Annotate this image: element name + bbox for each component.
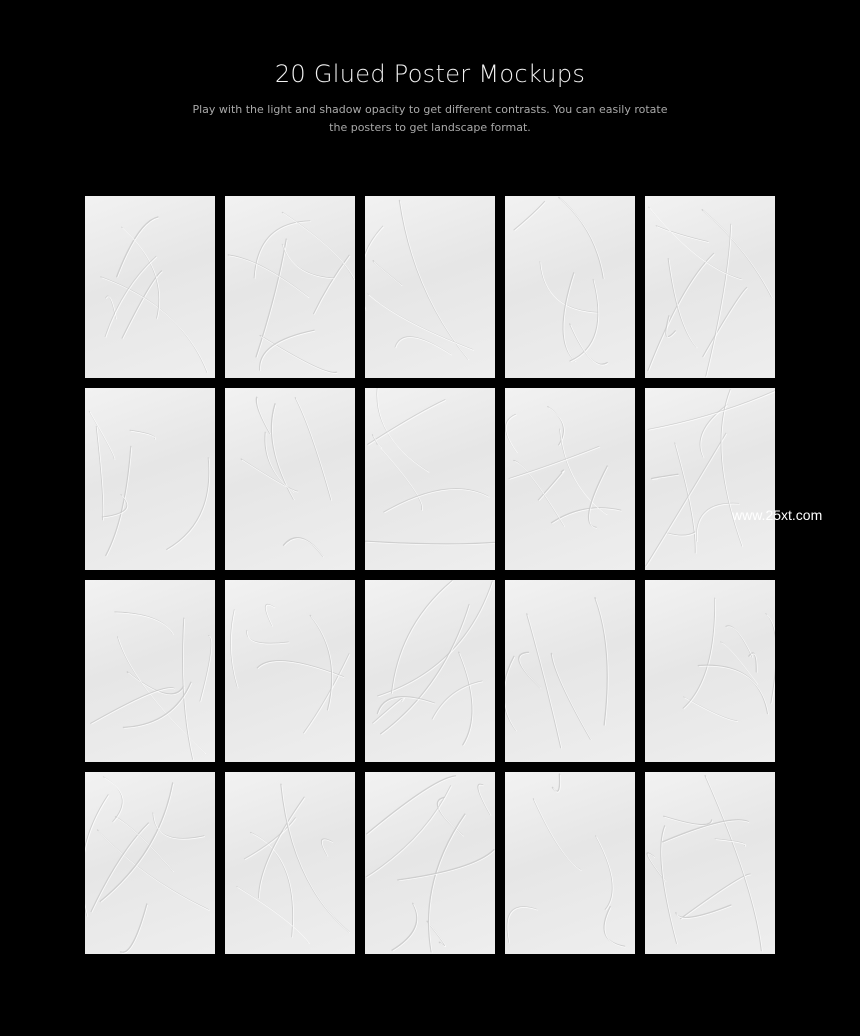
- wrinkle-texture: [505, 772, 635, 954]
- poster-13: [365, 580, 495, 762]
- wrinkle-texture: [225, 196, 355, 378]
- wrinkle-texture: [365, 772, 495, 954]
- poster-16: [85, 772, 215, 954]
- poster-11: [85, 580, 215, 762]
- poster-5: [645, 196, 775, 378]
- poster-10: [645, 388, 775, 570]
- poster-9: [505, 388, 635, 570]
- wrinkle-texture: [85, 772, 215, 954]
- poster-6: [85, 388, 215, 570]
- wrinkle-texture: [645, 580, 775, 762]
- page-title: 20 Glued Poster Mockups: [274, 60, 586, 88]
- wrinkle-texture: [365, 196, 495, 378]
- poster-8: [365, 388, 495, 570]
- poster-14: [505, 580, 635, 762]
- wrinkle-texture: [645, 772, 775, 954]
- wrinkle-texture: [85, 196, 215, 378]
- poster-grid: [85, 196, 775, 954]
- wrinkle-texture: [225, 388, 355, 570]
- wrinkle-texture: [85, 580, 215, 762]
- wrinkle-texture: [645, 196, 775, 378]
- wrinkle-texture: [645, 388, 775, 570]
- wrinkle-texture: [505, 196, 635, 378]
- wrinkle-texture: [505, 580, 635, 762]
- wrinkle-texture: [225, 580, 355, 762]
- page-subtitle: Play with the light and shadow opacity to get different contrasts. You can easily rotate the posters to get landscape format.: [192, 103, 668, 134]
- wrinkle-texture: [505, 388, 635, 570]
- wrinkle-texture: [225, 772, 355, 954]
- poster-19: [505, 772, 635, 954]
- poster-1: [85, 196, 215, 378]
- poster-12: [225, 580, 355, 762]
- wrinkle-texture: [85, 388, 215, 570]
- poster-18: [365, 772, 495, 954]
- watermark-text: www.25xt.com: [732, 507, 823, 523]
- poster-2: [225, 196, 355, 378]
- poster-7: [225, 388, 355, 570]
- wrinkle-texture: [365, 580, 495, 762]
- poster-17: [225, 772, 355, 954]
- poster-20: [645, 772, 775, 954]
- poster-3: [365, 196, 495, 378]
- wrinkle-texture: [365, 388, 495, 570]
- poster-4: [505, 196, 635, 378]
- poster-15: [645, 580, 775, 762]
